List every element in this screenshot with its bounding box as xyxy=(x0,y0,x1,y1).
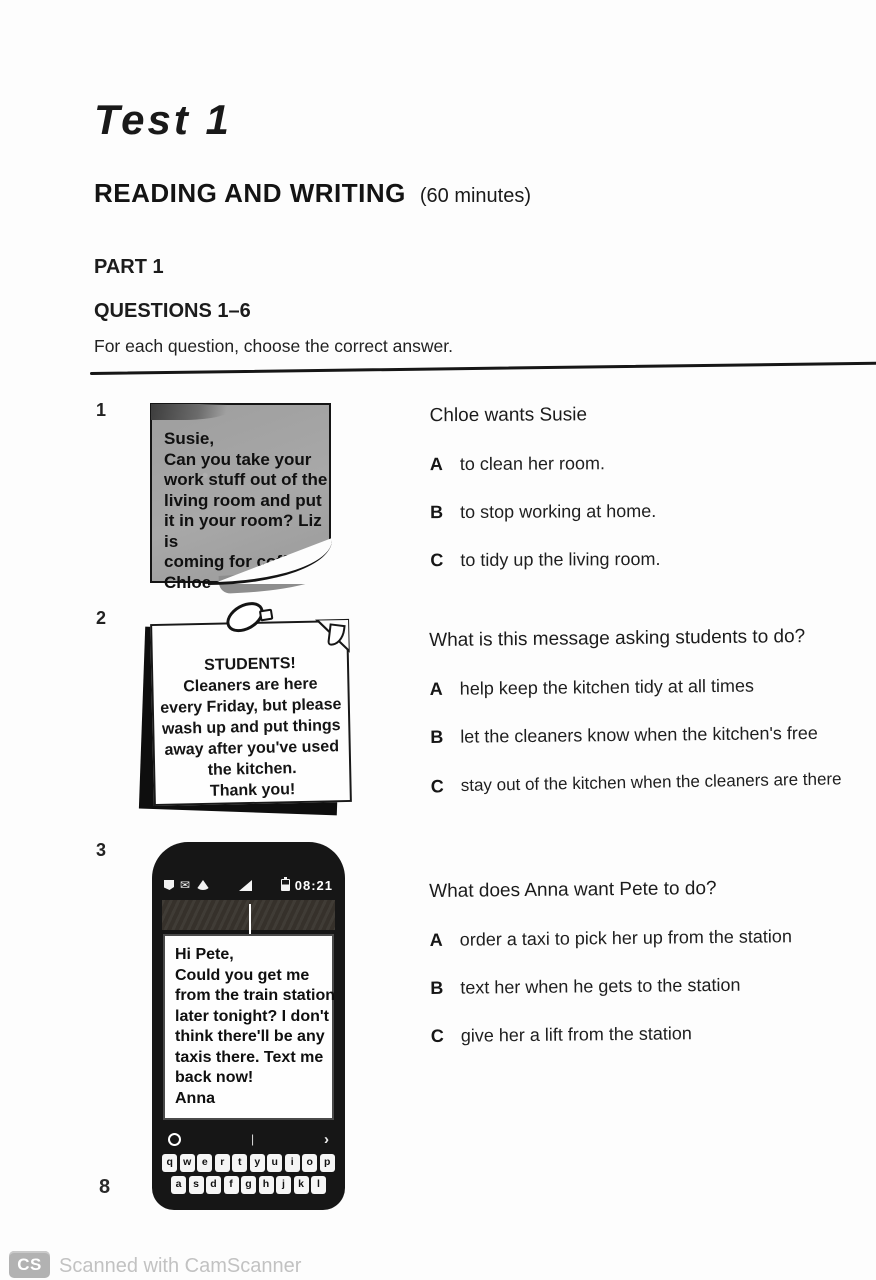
option-letter: A xyxy=(429,929,443,951)
question-1-sticky-note xyxy=(150,403,331,592)
next-chevron-icon: › xyxy=(324,1130,329,1148)
camscanner-logo: CS xyxy=(9,1251,50,1278)
question-1-option-b xyxy=(430,498,870,524)
option-text: text her when he gets to the station xyxy=(460,974,741,998)
option-text: stay out of the kitchen when the cleaners are there xyxy=(460,769,842,796)
phone-app-header xyxy=(162,900,335,930)
option-text: give her a lift from the station xyxy=(460,1023,692,1046)
question-2-block xyxy=(429,624,871,797)
phone-nav-row xyxy=(168,1128,329,1150)
section-heading xyxy=(94,178,531,209)
status-icons-left xyxy=(164,880,210,890)
section-time: (60 minutes) xyxy=(419,185,532,207)
option-letter: C xyxy=(430,550,444,571)
question-2-option-c xyxy=(431,767,871,799)
section-title: READING AND WRITING xyxy=(94,178,406,208)
wifi-icon xyxy=(196,880,210,890)
option-letter: A xyxy=(429,678,443,700)
question-3-option-c xyxy=(431,1019,871,1048)
pushpin-icon xyxy=(221,596,269,638)
option-letter: C xyxy=(430,776,444,797)
question-2-pinned-note xyxy=(146,614,356,819)
option-letter: C xyxy=(430,1025,444,1046)
home-circle-icon xyxy=(168,1133,181,1146)
phone-status-bar xyxy=(164,876,333,894)
question-2-option-b xyxy=(430,720,870,749)
mail-icon: ✉ xyxy=(180,878,191,892)
question-1-number: 1 xyxy=(96,400,107,420)
status-icons-center xyxy=(210,880,281,891)
question-2-option-a xyxy=(430,672,870,701)
part-label: PART 1 xyxy=(94,256,164,278)
phone-message-box: Hi Pete, Could you get me from the train station later tonight? I don't think there'll be any taxis there. Text me back now! Anna xyxy=(163,934,334,1120)
signal-icon xyxy=(239,880,252,891)
keyboard-row-1: q w e r t y u i o p xyxy=(160,1154,337,1172)
nav-divider: | xyxy=(250,1132,255,1146)
sticky-note-top-fold xyxy=(151,404,229,420)
question-3-option-a xyxy=(430,923,870,952)
question-1-stem: Chloe wants Susie xyxy=(429,404,588,427)
text-cursor xyxy=(249,904,252,938)
option-text: help keep the kitchen tidy at all times xyxy=(459,675,755,699)
camscanner-watermark: Scanned with CamScanner xyxy=(59,1255,302,1277)
status-time: 08:21 xyxy=(294,877,333,893)
option-letter: A xyxy=(429,454,443,475)
question-1-option-c xyxy=(430,546,870,572)
notification-icon xyxy=(164,880,174,890)
pinned-note-paper xyxy=(150,620,352,806)
option-text: to tidy up the living room. xyxy=(460,548,661,570)
question-3-stem: What does Anna want Pete to do? xyxy=(429,877,717,903)
option-text: let the cleaners know when the kitchen's free xyxy=(460,722,818,747)
question-1-block xyxy=(430,402,871,572)
section-divider xyxy=(90,362,876,375)
sticky-note-text: Susie, Can you take your work stuff out of the living room and put it in your room? Liz is coming for coffee. Chloe xyxy=(164,429,328,592)
option-text: to stop working at home. xyxy=(460,500,657,522)
page-number: 8 xyxy=(99,1176,111,1198)
option-letter: B xyxy=(430,502,444,523)
option-text: order a taxi to pick her up from the station xyxy=(459,926,793,950)
question-2-number: 2 xyxy=(96,608,107,628)
test-title: Test 1 xyxy=(94,96,232,143)
question-3-number: 3 xyxy=(96,840,107,860)
questions-range-label: QUESTIONS 1–6 xyxy=(94,300,251,322)
status-icons-right xyxy=(281,878,333,893)
question-2-stem: What is this message asking students to do? xyxy=(429,626,806,652)
instructions-text: For each question, choose the correct answer. xyxy=(94,336,453,356)
option-letter: B xyxy=(430,977,444,998)
question-1-option-a xyxy=(430,450,870,476)
battery-icon xyxy=(281,879,290,891)
option-text: to clean her room. xyxy=(459,453,606,474)
pinned-note-text: STUDENTS! Cleaners are here every Friday, but please wash up and put things away after you've used the kitchen. Thank you! xyxy=(160,655,342,800)
question-3-phone xyxy=(152,842,345,1210)
question-3-block xyxy=(429,875,871,1048)
option-letter: B xyxy=(430,726,444,747)
keyboard-row-2: a s d f g h j k l xyxy=(160,1176,337,1194)
question-3-option-b xyxy=(430,971,870,1000)
